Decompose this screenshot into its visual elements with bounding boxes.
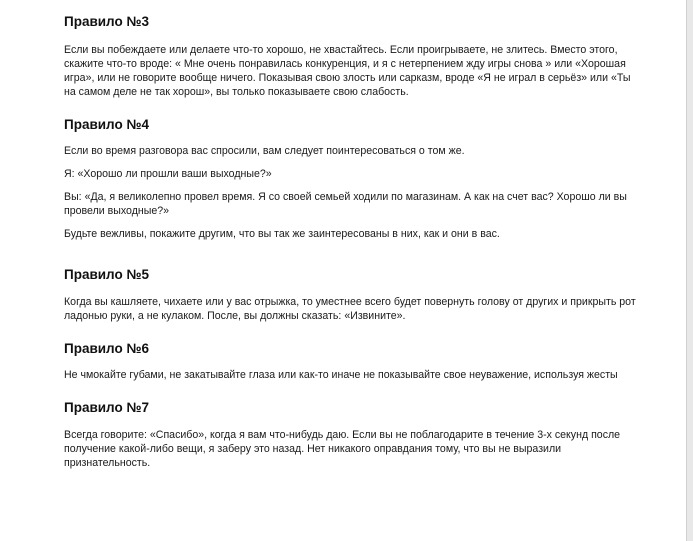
rule-5-heading: Правило №5 (64, 267, 150, 282)
rule-6-text: Не чмокайте губами, не закатывайте глаза или как-то иначе не показывайте свое неуважение, используя жесты (64, 369, 618, 381)
rule-5-text: Когда вы кашляете, чихаете или у вас отрыжка, то уместнее всего будет повернуть голову от других и прикрыть рот ладонью руки, а не кулаком. После, вы должны сказать: «Извините». (64, 296, 636, 322)
rule-3-section (64, 14, 644, 99)
rule-7-section (64, 400, 644, 470)
rule-6-heading: Правило №6 (64, 341, 150, 356)
rule-4-section (64, 117, 644, 241)
rule-7-text: Всегда говорите: «Спасибо», когда я вам что-нибудь даю. Если вы не поблагодарите в течение 3-х секунд после получение какой-либо вещи, я заберу это назад. Нет никакого оправдания тому, что вы не выразили признательность. (64, 429, 621, 469)
document-content (64, 14, 644, 470)
rule-4-heading: Правило №4 (64, 117, 150, 132)
rule-7-heading: Правило №7 (64, 400, 150, 415)
rule-4-text: Если во время разговора вас спросили, вам следует поинтересоваться о том же. (64, 145, 465, 157)
rule-3-text: Если вы побеждаете или делаете что-то хорошо, не хвастайтесь. Если проигрываете, не злитесь. Вместо этого, скажите что-то вроде: « Мне очень понравилась конкуренция, и я с нетерпением жду игры снова » или «Хорошая игра», или не говорите вообще ничего. Показывая свою злость или сарказм, вроде «Я не играл в серьёз» или «Ты на самом деле не так хорош», вы только показываете свою слабость. (64, 44, 631, 98)
rule-6-section (64, 341, 644, 382)
rule-4-dialog-question: Я: «Хорошо ли прошли ваши выходные?» (64, 168, 272, 180)
rule-4-dialog-answer: Вы: «Да, я великолепно провел время. Я со своей семьей ходили по магазинам. А как на счет вас? Хорошо ли вы провели выходные?» (64, 191, 627, 217)
rule-5-section (64, 267, 644, 323)
rule-4-conclusion: Будьте вежливы, покажите другим, что вы так же заинтересованы в них, как и они в вас. (64, 228, 500, 240)
rule-3-heading: Правило №3 (64, 14, 150, 29)
